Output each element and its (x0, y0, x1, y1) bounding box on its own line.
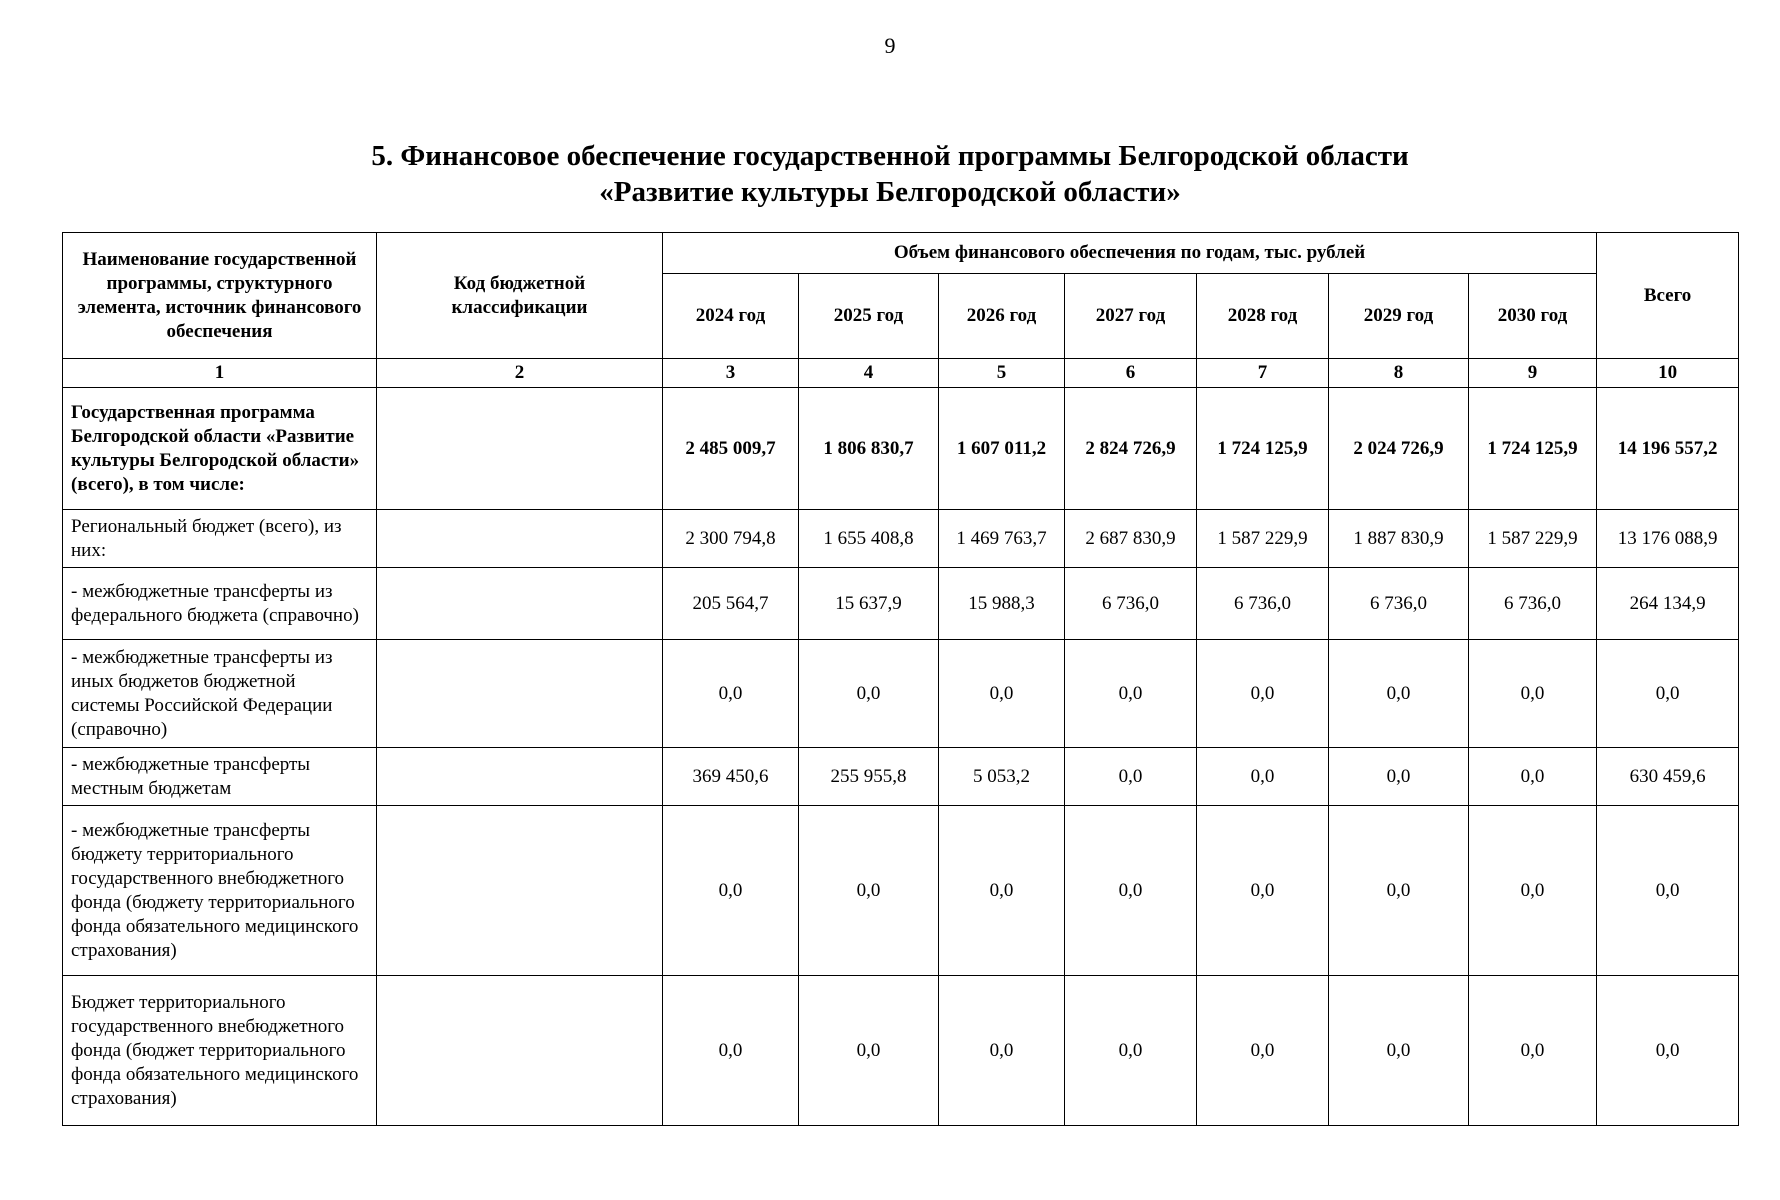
column-number: 7 (1197, 359, 1329, 388)
cell-2030: 0,0 (1469, 640, 1597, 748)
header-year-2024: 2024 год (663, 274, 799, 359)
column-number: 5 (939, 359, 1065, 388)
cell-2025: 0,0 (799, 640, 939, 748)
header-year-2028: 2028 год (1197, 274, 1329, 359)
financing-table (62, 232, 1739, 1126)
table-row-territorial-fund-transfers (63, 806, 1739, 976)
row-code (377, 806, 663, 976)
cell-2029: 1 887 830,9 (1329, 510, 1469, 568)
cell-2029: 0,0 (1329, 806, 1469, 976)
cell-2026: 5 053,2 (939, 748, 1065, 806)
cell-2028: 1 587 229,9 (1197, 510, 1329, 568)
cell-2024: 0,0 (663, 976, 799, 1126)
column-number: 4 (799, 359, 939, 388)
cell-2030: 1 724 125,9 (1469, 388, 1597, 510)
row-name: Государственная программа Белгородской области «Развитие культуры Белгородской области» (всего), в том числе: (63, 388, 377, 510)
table-row-program-total (63, 388, 1739, 510)
table-row-other-budget-transfers (63, 640, 1739, 748)
cell-2026: 0,0 (939, 640, 1065, 748)
header-volume: Объем финансового обеспечения по годам, тыс. рублей (663, 233, 1597, 274)
cell-total: 0,0 (1597, 806, 1739, 976)
row-name: - межбюджетные трансферты из иных бюджетов бюджетной системы Российской Федерации (справочно) (63, 640, 377, 748)
cell-2028: 0,0 (1197, 748, 1329, 806)
table-row-territorial-fund-budget (63, 976, 1739, 1126)
cell-2030: 0,0 (1469, 748, 1597, 806)
table-row-federal-transfers (63, 568, 1739, 640)
row-name: Бюджет территориального государственного внебюджетного фонда (бюджет территориального фонда обязательного медицинского страхования) (63, 976, 377, 1126)
column-number: 2 (377, 359, 663, 388)
column-number: 3 (663, 359, 799, 388)
cell-2029: 6 736,0 (1329, 568, 1469, 640)
cell-2028: 6 736,0 (1197, 568, 1329, 640)
cell-2024: 2 485 009,7 (663, 388, 799, 510)
column-number: 8 (1329, 359, 1469, 388)
cell-2028: 0,0 (1197, 806, 1329, 976)
cell-2026: 0,0 (939, 976, 1065, 1126)
cell-2024: 2 300 794,8 (663, 510, 799, 568)
cell-2025: 0,0 (799, 976, 939, 1126)
row-name: - межбюджетные трансферты бюджету территориального государственного внебюджетного фонда (бюджету территориального фонда обязательного медицинского страхования) (63, 806, 377, 976)
cell-2029: 2 024 726,9 (1329, 388, 1469, 510)
title-line-1: 5. Финансовое обеспечение государственной программы Белгородской области (371, 140, 1409, 172)
cell-2029: 0,0 (1329, 640, 1469, 748)
cell-2026: 1 469 763,7 (939, 510, 1065, 568)
cell-2025: 15 637,9 (799, 568, 939, 640)
cell-2024: 0,0 (663, 806, 799, 976)
cell-total: 264 134,9 (1597, 568, 1739, 640)
cell-2026: 1 607 011,2 (939, 388, 1065, 510)
header-year-2029: 2029 год (1329, 274, 1469, 359)
row-code (377, 568, 663, 640)
cell-2030: 0,0 (1469, 976, 1597, 1126)
row-code (377, 640, 663, 748)
cell-2029: 0,0 (1329, 976, 1469, 1126)
cell-2026: 15 988,3 (939, 568, 1065, 640)
cell-2028: 0,0 (1197, 640, 1329, 748)
table-row-local-budget-transfers (63, 748, 1739, 806)
cell-2027: 2 687 830,9 (1065, 510, 1197, 568)
row-name: Региональный бюджет (всего), из них: (63, 510, 377, 568)
cell-2030: 6 736,0 (1469, 568, 1597, 640)
cell-2027: 0,0 (1065, 748, 1197, 806)
cell-total: 0,0 (1597, 976, 1739, 1126)
cell-2024: 0,0 (663, 640, 799, 748)
cell-2030: 1 587 229,9 (1469, 510, 1597, 568)
cell-2026: 0,0 (939, 806, 1065, 976)
row-name: - межбюджетные трансферты местным бюджетам (63, 748, 377, 806)
cell-2028: 1 724 125,9 (1197, 388, 1329, 510)
cell-2024: 205 564,7 (663, 568, 799, 640)
cell-2027: 2 824 726,9 (1065, 388, 1197, 510)
header-year-2027: 2027 год (1065, 274, 1197, 359)
cell-2027: 0,0 (1065, 640, 1197, 748)
column-number: 10 (1597, 359, 1739, 388)
header-year-2026: 2026 год (939, 274, 1065, 359)
cell-2028: 0,0 (1197, 976, 1329, 1126)
header-name: Наименование государственной программы, структурного элемента, источник финансового обеспечения (63, 233, 377, 359)
cell-2025: 1 806 830,7 (799, 388, 939, 510)
cell-2027: 6 736,0 (1065, 568, 1197, 640)
table-row-regional-budget (63, 510, 1739, 568)
cell-total: 0,0 (1597, 640, 1739, 748)
cell-2027: 0,0 (1065, 806, 1197, 976)
row-code (377, 976, 663, 1126)
column-number: 9 (1469, 359, 1597, 388)
cell-2027: 0,0 (1065, 976, 1197, 1126)
cell-total: 13 176 088,9 (1597, 510, 1739, 568)
cell-2030: 0,0 (1469, 806, 1597, 976)
cell-2025: 255 955,8 (799, 748, 939, 806)
row-code (377, 388, 663, 510)
cell-2029: 0,0 (1329, 748, 1469, 806)
header-year-2030: 2030 год (1469, 274, 1597, 359)
column-number: 1 (63, 359, 377, 388)
cell-2025: 1 655 408,8 (799, 510, 939, 568)
row-code (377, 510, 663, 568)
title-line-2: «Развитие культуры Белгородской области» (599, 176, 1181, 208)
header-code: Код бюджетной классификации (377, 233, 663, 359)
page-number: 9 (884, 33, 896, 58)
cell-2024: 369 450,6 (663, 748, 799, 806)
document-title (0, 138, 1780, 210)
row-name: - межбюджетные трансферты из федерального бюджета (справочно) (63, 568, 377, 640)
header-total: Всего (1597, 233, 1739, 359)
cell-total: 14 196 557,2 (1597, 388, 1739, 510)
cell-total: 630 459,6 (1597, 748, 1739, 806)
column-number: 6 (1065, 359, 1197, 388)
cell-2025: 0,0 (799, 806, 939, 976)
row-code (377, 748, 663, 806)
header-year-2025: 2025 год (799, 274, 939, 359)
